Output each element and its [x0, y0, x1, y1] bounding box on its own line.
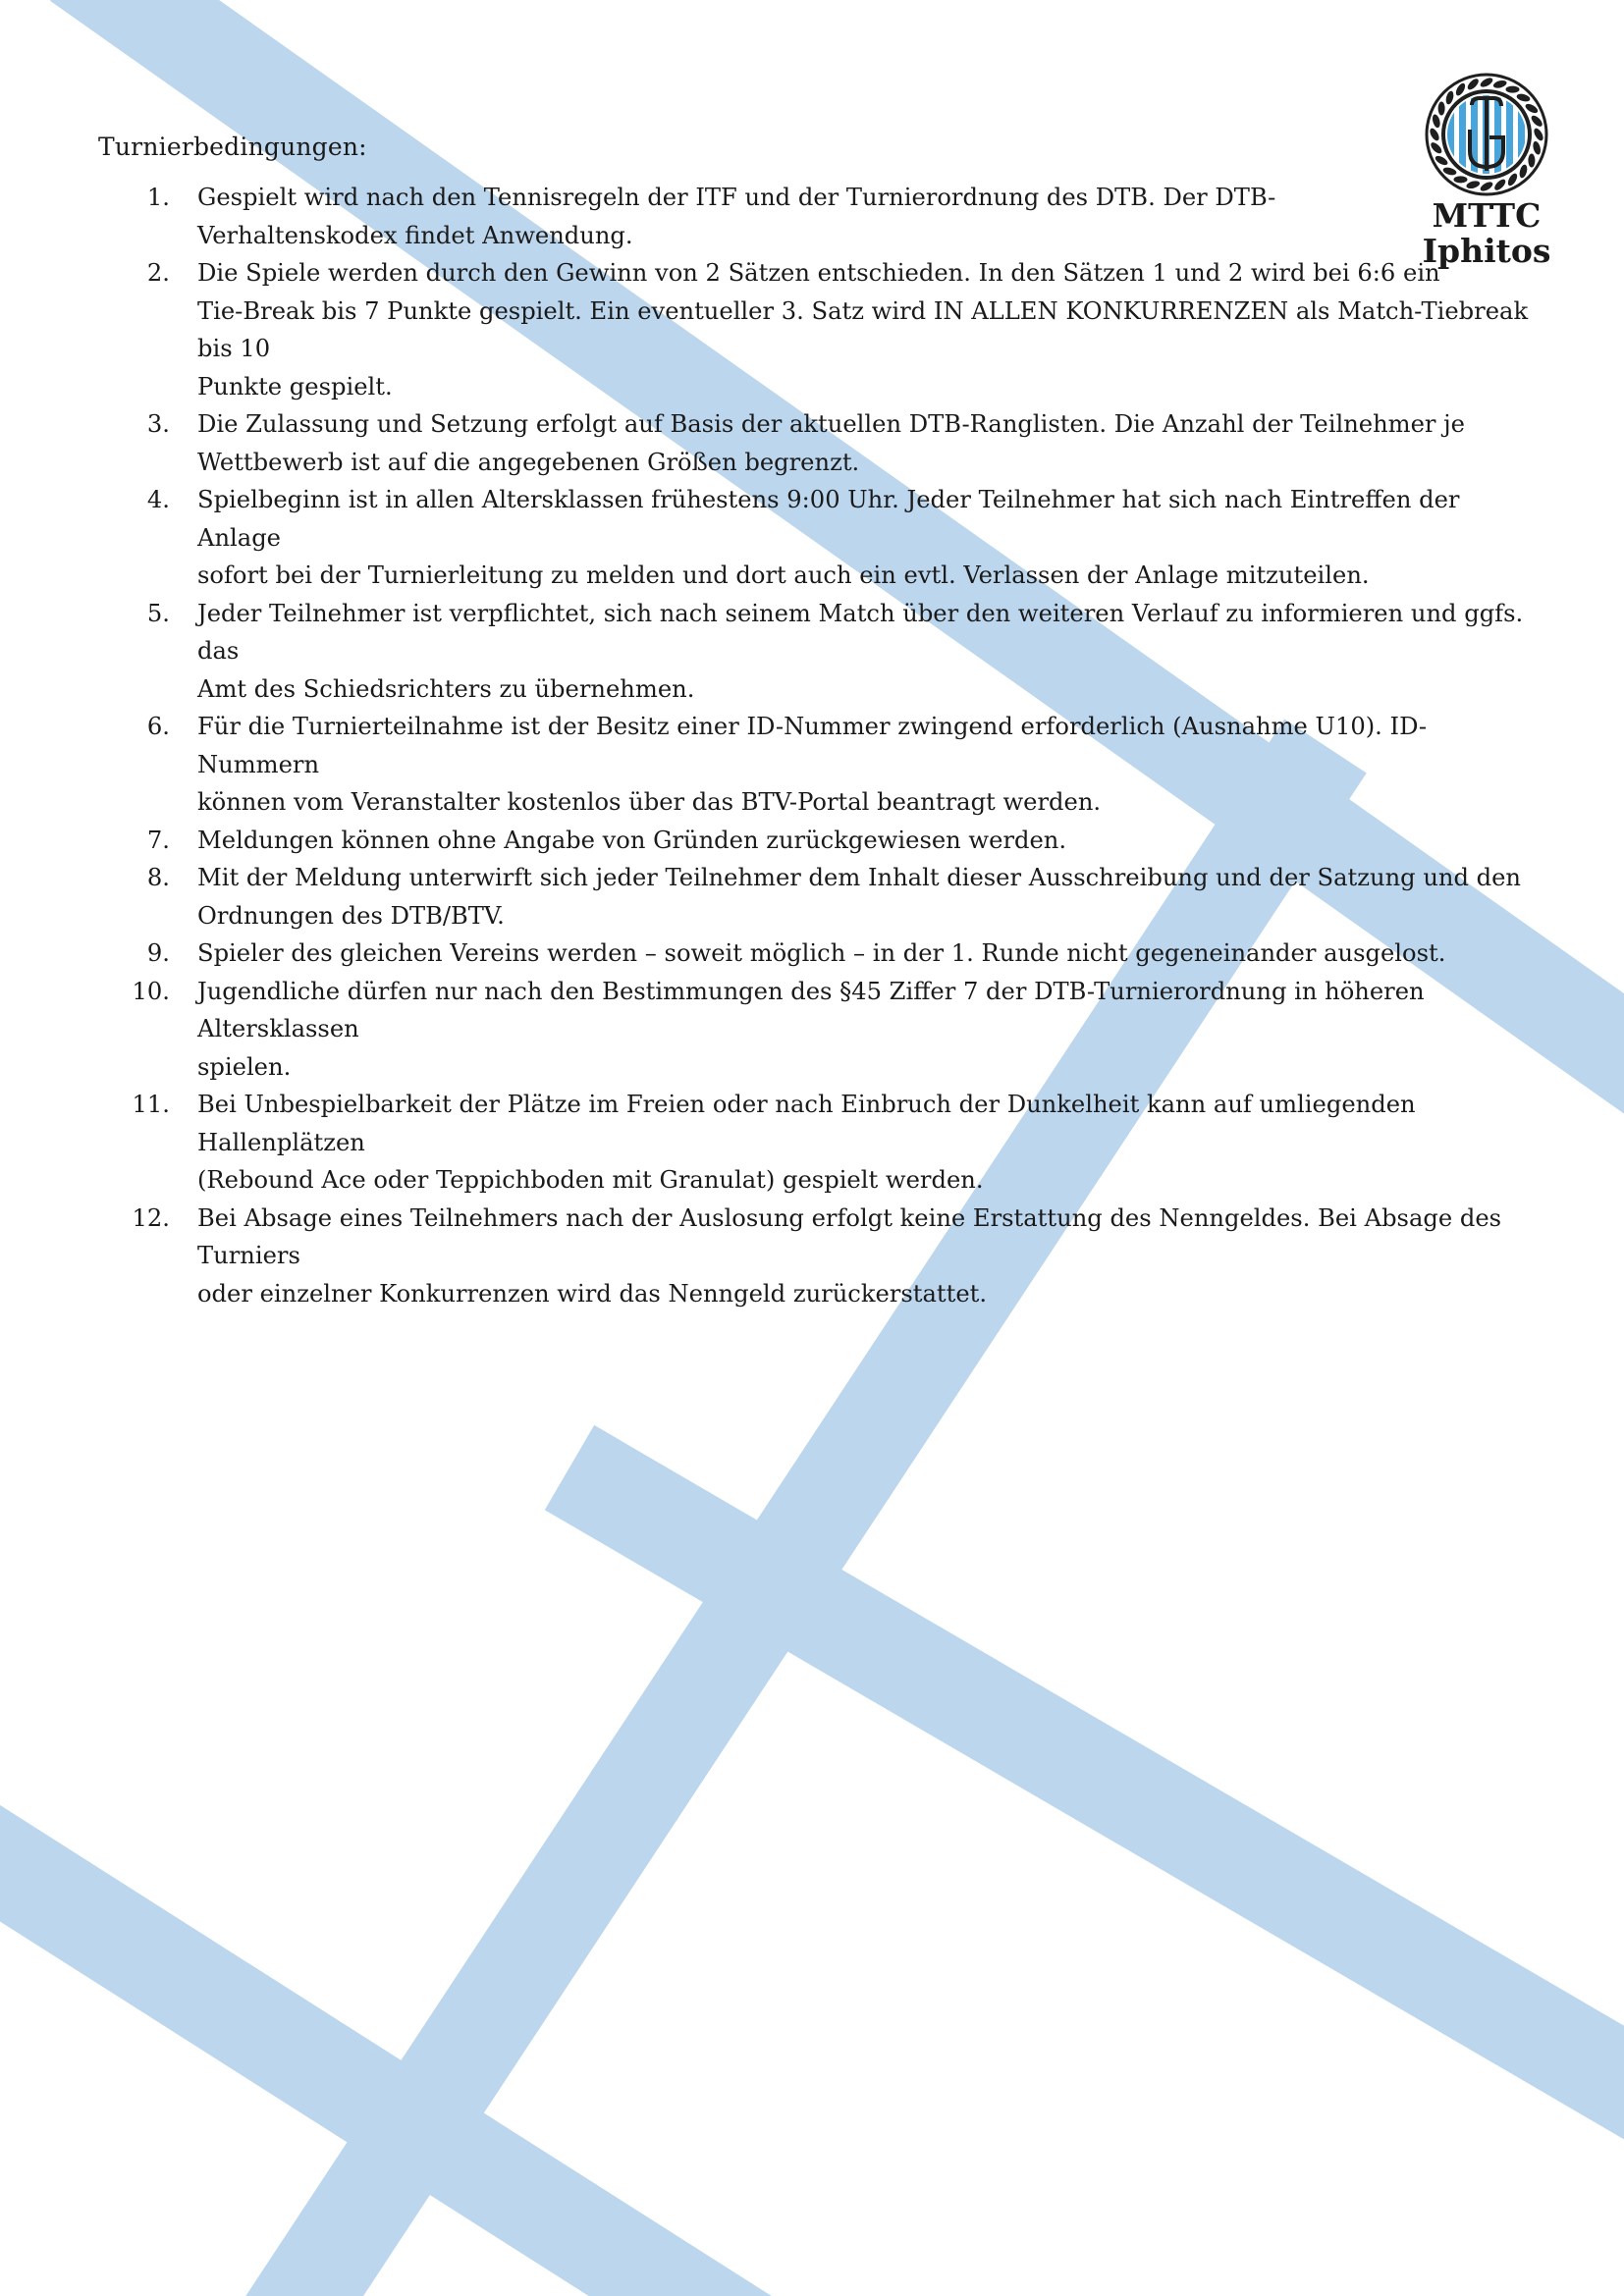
list-item — [98, 1200, 1532, 1313]
logo-text-mttc: MTTC — [1432, 196, 1542, 235]
list-item — [98, 481, 1532, 595]
logo-text-iphitos: Iphitos — [1422, 232, 1551, 270]
list-item-text: Wettbewerb ist auf die angegebenen Größen begrenzt. — [197, 448, 860, 476]
list-item-text: Bei Unbespielbarkeit der Plätze im Freien oder nach Einbruch der Dunkelheit kann auf umliegenden Hallenplätzen — [197, 1091, 1416, 1156]
list-item — [98, 973, 1532, 1087]
list-item-text: Meldungen können ohne Angabe von Gründen zurückgewiesen werden. — [197, 826, 1067, 854]
list-item-text: Spieler des gleichen Vereins werden – soweit möglich – in der 1. Runde nicht gegeneinander ausgelost. — [197, 939, 1446, 967]
list-item-text: Ordnungen des DTB/BTV. — [197, 901, 505, 930]
list-item-number: 6. — [146, 713, 170, 740]
list-item — [98, 595, 1532, 709]
list-item-text: sofort bei der Turnierleitung zu melden und dort auch ein evtl. Verlassen der Anlage mitzuteilen. — [197, 561, 1370, 589]
list-item-number: 5. — [146, 599, 170, 627]
list-item-number: 4. — [146, 486, 170, 513]
list-item-text: Die Zulassung und Setzung erfolgt auf Basis der aktuellen DTB-Ranglisten. Die Anzahl der Teilnehmer je — [197, 410, 1465, 438]
list-item — [98, 859, 1532, 934]
list-item-text: (Rebound Ace oder Teppichboden mit Granulat) gespielt werden. — [197, 1166, 984, 1194]
list-item-text: Verhaltenskodex findet Anwendung. — [197, 221, 633, 249]
list-item-text: Bei Absage eines Teilnehmers nach der Auslosung erfolgt keine Erstattung des Nenngeldes. Bei Absage des Turniers — [197, 1203, 1502, 1269]
court-line-middle-diagonal — [569, 1468, 1624, 2120]
list-item-text: Jeder Teilnehmer ist verpflichtet, sich nach seinem Match über den weiteren Verlauf zu informieren und ggfs. das — [197, 599, 1524, 665]
list-item-text: spielen. — [197, 1052, 292, 1081]
list-item-text: Die Spiele werden durch den Gewinn von 2 Sätzen entschieden. In den Sätzen 1 und 2 wird bei 6:6 ein — [197, 259, 1440, 287]
list-item-number: 10. — [132, 977, 170, 1005]
list-item — [98, 1086, 1532, 1200]
conditions-section — [98, 133, 1532, 1312]
list-item-text: Amt des Schiedsrichters zu übernehmen. — [197, 674, 695, 703]
list-item-number: 1. — [146, 184, 170, 211]
list-item-text: Mit der Meldung unterwirft sich jeder Teilnehmer dem Inhalt dieser Ausschreibung und der Satzung und den — [197, 864, 1522, 891]
list-item-text: Tie-Break bis 7 Punkte gespielt. Ein eventueller 3. Satz wird IN ALLEN KONKURRENZEN als Match-Tiebreak bis 10 — [197, 296, 1529, 362]
list-item-number: 8. — [146, 864, 170, 891]
list-item-number: 2. — [146, 259, 170, 287]
list-item-text: Gespielt wird nach den Tennisregeln der ITF und der Turnierordnung des DTB. Der DTB- — [197, 184, 1276, 211]
list-item — [98, 822, 1532, 860]
page-heading: Turnierbedingungen: — [98, 133, 367, 161]
conditions-list — [98, 179, 1532, 1312]
list-item — [98, 405, 1532, 481]
list-item-text: oder einzelner Konkurrenzen wird das Nenngeld zurückerstattet. — [197, 1279, 988, 1308]
list-item-text: Jugendliche dürfen nur nach den Bestimmungen des §45 Ziffer 7 der DTB-Turnierordnung in höheren Altersklassen — [197, 977, 1425, 1042]
list-item-text: können vom Veranstalter kostenlos über das BTV-Portal beantragt werden. — [197, 788, 1102, 816]
list-item-text: Spielbeginn ist in allen Altersklassen frühestens 9:00 Uhr. Jeder Teilnehmer hat sich nach Eintreffen der Anlage — [197, 486, 1460, 552]
list-item-number: 12. — [132, 1203, 170, 1232]
list-item-text: Punkte gespielt. — [197, 372, 393, 400]
list-item — [98, 254, 1532, 405]
list-item-number: 11. — [132, 1091, 170, 1118]
list-item-number: 7. — [146, 826, 170, 854]
list-item — [98, 934, 1532, 973]
list-item-number: 3. — [146, 410, 170, 438]
list-item-text: Für die Turnierteilnahme ist der Besitz einer ID-Nummer zwingend erforderlich (Ausnahme U10). ID-Nummern — [197, 713, 1428, 778]
list-item — [98, 708, 1532, 822]
list-item-number: 9. — [146, 939, 170, 967]
list-item — [98, 179, 1532, 254]
